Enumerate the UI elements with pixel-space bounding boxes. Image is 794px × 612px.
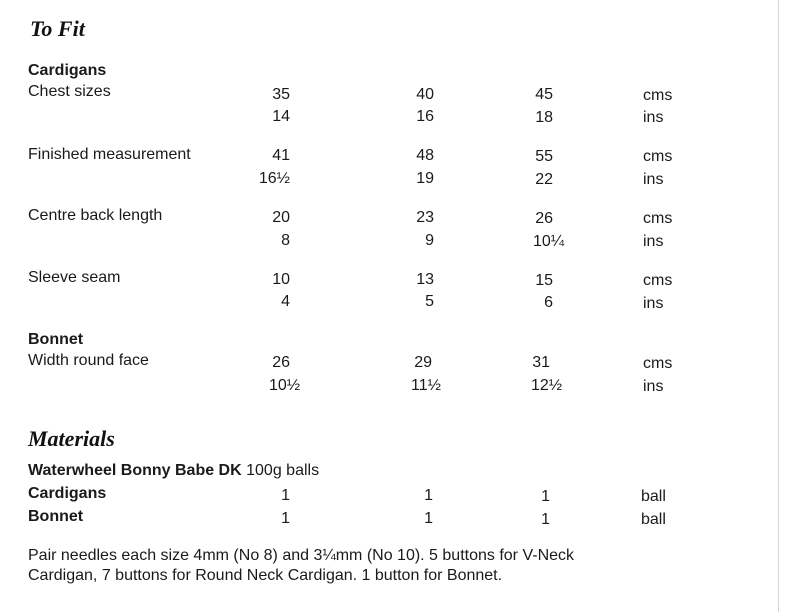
yarn-detail: 100g balls	[246, 462, 320, 479]
unit-cms: cms	[643, 355, 673, 372]
unit-ins: ins	[643, 295, 664, 312]
page-edge-divider	[778, 0, 779, 612]
cardigans-subheading: Cardigans	[28, 62, 107, 79]
size-3-ins: 12½	[531, 377, 563, 394]
size-2-cms: 23	[416, 209, 434, 226]
size-2-cms: 48	[416, 147, 434, 164]
size-2-ins: 5	[425, 293, 434, 310]
size-2-ins: 9	[425, 232, 434, 249]
unit-ball: ball	[641, 511, 666, 528]
notes-line-1: Pair needles each size 4mm (No 8) and 3¼mm (No 10). 5 buttons for V-Neck	[28, 547, 575, 564]
row-label: Centre back length	[28, 207, 163, 224]
size-1-ins: 10½	[269, 377, 301, 394]
size-1-ins: 14	[272, 108, 290, 125]
unit-cms: cms	[643, 210, 673, 227]
size-3-ins: 22	[535, 171, 553, 188]
unit-cms: cms	[643, 87, 673, 104]
unit-ins: ins	[643, 233, 664, 250]
size-2-ins: 19	[416, 170, 434, 187]
size-2-cms: 29	[414, 354, 432, 371]
unit-ins: ins	[643, 171, 664, 188]
qty-size-3: 1	[541, 511, 550, 528]
size-2-ins: 11½	[411, 377, 441, 394]
size-2-cms: 40	[416, 86, 434, 103]
size-3-cms: 26	[535, 210, 553, 227]
row-label: Finished measurement	[28, 146, 191, 163]
qty-size-2: 1	[424, 487, 433, 504]
size-3-cms: 31	[532, 354, 550, 371]
size-3-cms: 55	[535, 148, 553, 165]
yarn-line	[28, 461, 319, 481]
materials-notes	[28, 546, 728, 586]
size-1-cms: 35	[272, 86, 290, 103]
unit-cms: cms	[643, 272, 673, 289]
materials-heading: Materials	[28, 426, 115, 451]
size-1-cms: 26	[272, 354, 290, 371]
materials-item-label: Bonnet	[28, 508, 84, 525]
unit-ins: ins	[643, 109, 664, 126]
bonnet-subheading: Bonnet	[28, 331, 84, 348]
size-3-cms: 45	[535, 86, 553, 103]
size-1-cms: 41	[272, 147, 290, 164]
qty-size-1: 1	[281, 487, 290, 504]
notes-line-2: Cardigan, 7 buttons for Round Neck Cardigan. 1 button for Bonnet.	[28, 567, 503, 584]
yarn-name: Waterwheel Bonny Babe DK	[28, 462, 242, 479]
size-3-ins: 10¼	[533, 233, 565, 250]
size-3-ins: 6	[544, 294, 553, 311]
to-fit-heading: To Fit	[30, 16, 85, 41]
unit-cms: cms	[643, 148, 673, 165]
size-1-ins: 8	[281, 232, 290, 249]
unit-ball: ball	[641, 488, 666, 505]
size-1-cms: 20	[272, 209, 290, 226]
qty-size-2: 1	[424, 510, 433, 527]
qty-size-1: 1	[281, 510, 290, 527]
materials-item-label: Cardigans	[28, 485, 107, 502]
size-2-cms: 13	[416, 271, 434, 288]
size-1-ins: 4	[281, 293, 290, 310]
unit-ins: ins	[643, 378, 664, 395]
row-label: Sleeve seam	[28, 269, 121, 286]
row-label: Width round face	[28, 352, 149, 369]
size-1-ins: 16½	[258, 170, 290, 187]
size-3-cms: 15	[535, 272, 553, 289]
row-label: Chest sizes	[28, 83, 111, 100]
size-3-ins: 18	[535, 109, 553, 126]
qty-size-3: 1	[541, 488, 550, 505]
size-1-cms: 10	[272, 271, 290, 288]
size-2-ins: 16	[416, 108, 434, 125]
